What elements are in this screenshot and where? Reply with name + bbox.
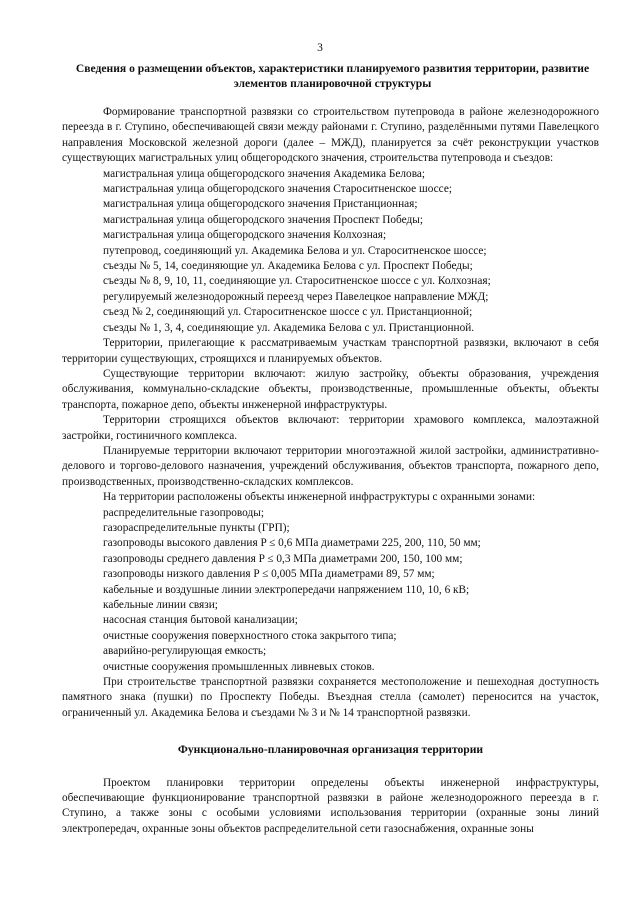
list-item: съезды № 1, 3, 4, соединяющие ул. Академика Белова с ул. Пристанционной. — [103, 321, 475, 334]
list-item: насосная станция бытовой канализации; — [103, 614, 298, 627]
list-item: съезды № 5, 14, соединяющие ул. Академика Белова с ул. Проспект Победы; — [103, 260, 473, 273]
intro-paragraph: Формирование транспортной развязки со строительством путепровода в районе железнодорожного переезда в г. Ступино, обеспечивающей связи между районами г. Ступино, разделёнными путями Павелецкого направления Московской железной дороги (далее – МЖД), планируется за счёт реконструкции участков существующих магистральных улиц общегородского значения, строительства путепровода и съездов: — [62, 106, 599, 165]
list-item: газопроводы низкого давления P ≤ 0,005 МПа диаметрами 89, 57 мм; — [103, 568, 435, 581]
infrastructure-list — [62, 506, 599, 675]
list-item: магистральная улица общегородского значения Проспект Победы; — [103, 213, 423, 226]
planned-territories-paragraph: Планируемые территории включают территории многоэтажной жилой застройки, административно-делового и торгово-делового назначения, учреждений обслуживания, объектов транспорта, пожарного депо, производственных, производственно-складских комплексов. — [62, 444, 599, 488]
document-title: Сведения о размещении объектов, характеристики планируемого развития территории, развитие элементов планировочной структуры — [75, 62, 590, 90]
final-paragraph: Проектом планировки территории определены объекты инженерной инфраструктуры, обеспечивающие функционирование транспортной развязки в районе железнодорожного переезда в г. Ступино, а также зоны с особыми условиями использования территории (охранные зоны линий электропередач, охранные зоны объектов распределительной сети газоснабжения, охранные зоны — [62, 776, 599, 835]
monument-paragraph: При строительстве транспортной развязки сохраняется местоположение и пешеходная доступность памятного знака (пушки) по Проспекту Победы. Въездная стелла (самолет) переносится на участок, ограниченный ул. Академика Белова и съездами № 3 и № 14 транспортной развязки. — [62, 676, 599, 719]
list-item: аварийно-регулирующая емкость; — [103, 645, 267, 658]
list-item: магистральная улица общегородского значения Колхозная; — [103, 229, 387, 242]
list-item: магистральная улица общегородского значения Староситненское шоссе; — [103, 183, 452, 196]
list-item: съезды № 8, 9, 10, 11, соединяющие ул. Староситненское шоссе с ул. Колхозная; — [103, 275, 491, 288]
section-heading: Функционально-планировочная организация территории — [177, 743, 484, 757]
under-construction-paragraph: Территории строящихся объектов включают: территории храмового комплекса, малоэтажной застройки, гостиничного комплекса. — [62, 414, 599, 442]
list-item: путепровод, соединяющий ул. Академика Белова и ул. Староситненское шоссе; — [103, 244, 487, 257]
construction-list — [62, 167, 599, 336]
list-item: съезд № 2, соединяющий ул. Староситненское шоссе с ул. Пристанционной; — [103, 306, 473, 319]
infrastructure-intro: На территории расположены объекты инженерной инфраструктуры с охранными зонами: — [103, 491, 536, 504]
list-item: кабельные и воздушные линии электропередачи напряжением 110, 10, 6 кВ; — [103, 583, 470, 596]
list-item: газопроводы среднего давления P ≤ 0,3 МПа диаметрами 200, 150, 100 мм; — [103, 552, 463, 565]
existing-territories-paragraph: Существующие территории включают: жилую застройку, объекты образования, учреждения обслуживания, коммунально-складские объекты, производственные, промышленные объекты, объекты транспорта, пожарное депо, объекты инженерной инфраструктуры. — [62, 367, 599, 411]
list-item: кабельные линии связи; — [103, 599, 218, 611]
list-item: газопроводы высокого давления P ≤ 0,6 МПа диаметрами 225, 200, 110, 50 мм; — [103, 537, 481, 550]
document-body — [62, 105, 599, 837]
list-item: газораспределительные пункты (ГРП); — [103, 521, 290, 534]
territories-paragraph: Территории, прилегающие к рассматриваемым участкам транспортной развязки, включают в себя территории существующих, строящихся и планируемых объектов. — [62, 337, 599, 365]
list-item: магистральная улица общегородского значения Академика Белова; — [103, 167, 426, 180]
list-item: регулируемый железнодорожный переезд через Павелецкое направление МЖД; — [103, 290, 489, 303]
page-number: 3 — [317, 42, 323, 54]
list-item: очистные сооружения промышленных ливневых стоков. — [103, 660, 375, 673]
list-item: магистральная улица общегородского значения Пристанционная; — [103, 198, 418, 211]
list-item: очистные сооружения поверхностного стока закрытого типа; — [103, 629, 397, 642]
list-item: распределительные газопроводы; — [103, 506, 264, 519]
